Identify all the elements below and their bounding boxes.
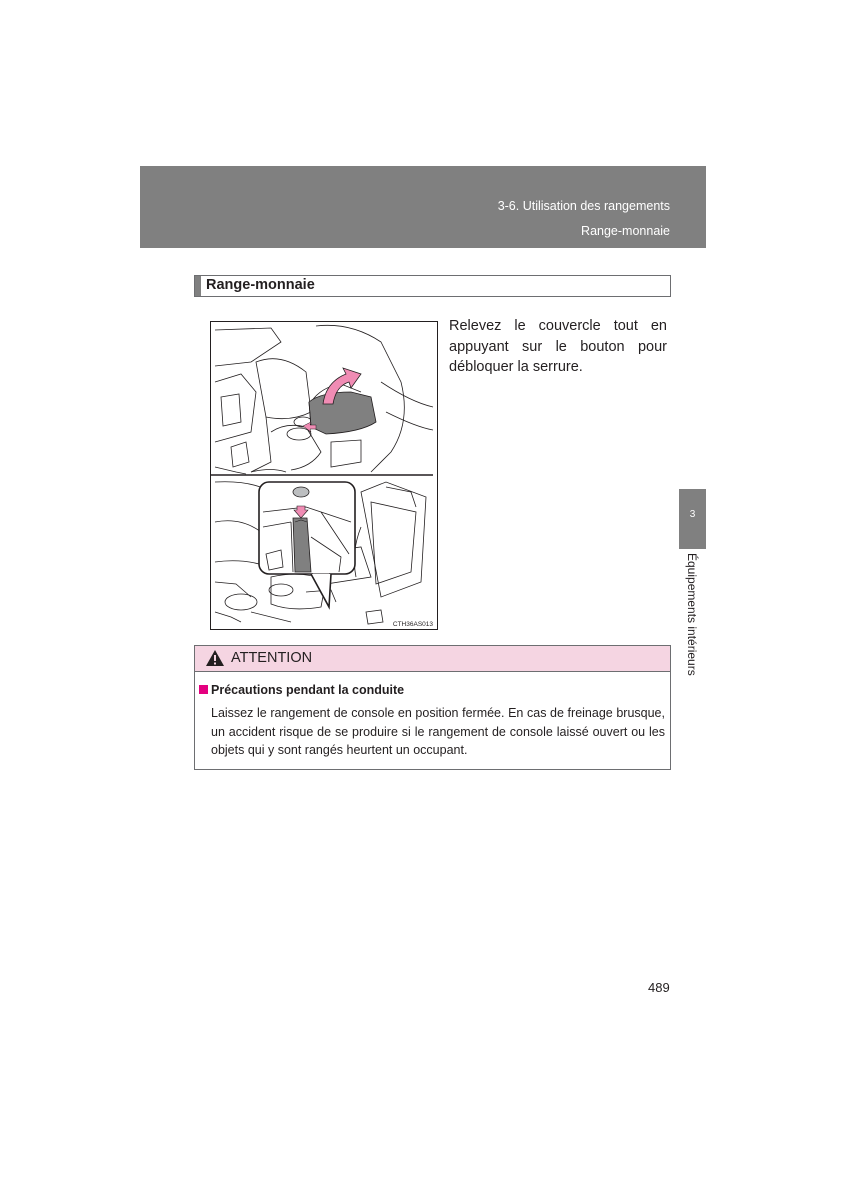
- header-band: [140, 166, 706, 248]
- warning-triangle-icon: [205, 649, 225, 667]
- section-title: Range-monnaie: [206, 277, 315, 293]
- warning-header: [195, 646, 670, 672]
- page-number: 489: [648, 980, 670, 995]
- chapter-heading: 3-6. Utilisation des rangements: [497, 199, 670, 213]
- chapter-label-area: [682, 553, 702, 696]
- chapter-number: 3: [689, 509, 696, 520]
- chapter-tab: [679, 489, 706, 549]
- warning-subtitle-row: [199, 683, 404, 697]
- instruction-text: Relevez le couvercle tout en appuyant sur le bouton pour débloquer la serrure.: [449, 318, 667, 375]
- warning-body: Laissez le rangement de console en position fermée. En cas de freinage brusque, un accident risque de se produire si le rangement de console laissé ouvert ou les objets qui y sont rangés heurtent un occupant.: [211, 706, 665, 757]
- section-marker: [195, 276, 201, 296]
- warning-title: ATTENTION: [231, 650, 313, 666]
- figure-code: CTH36AS013: [392, 621, 433, 628]
- section-title-bar: [194, 275, 671, 297]
- console-illustration: [210, 321, 438, 630]
- topic-heading: Range-monnaie: [581, 224, 670, 238]
- warning-box: [194, 645, 671, 770]
- bullet-square-icon: [199, 685, 208, 694]
- warning-subtitle: Précautions pendant la conduite: [211, 683, 405, 697]
- chapter-label: Équipements intérieurs: [685, 553, 699, 676]
- console-drawing: [211, 322, 437, 629]
